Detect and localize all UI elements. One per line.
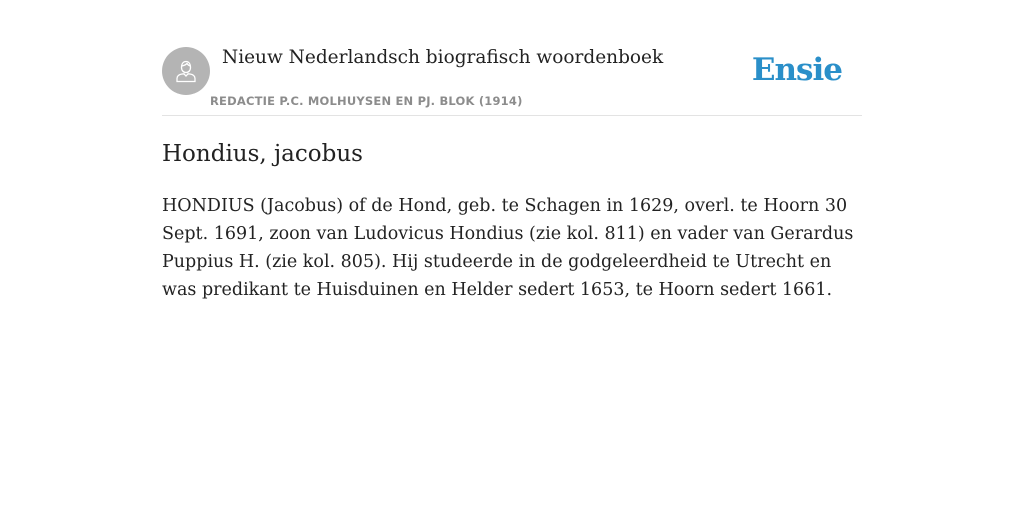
source-header xyxy=(162,47,862,116)
entry-title: Hondius, jacobus xyxy=(162,141,363,167)
user-silhouette-icon xyxy=(172,57,200,85)
source-title[interactable]: Nieuw Nederlandsch biografisch woordenboek xyxy=(222,47,664,68)
avatar[interactable] xyxy=(162,47,210,95)
entry-body: HONDIUS (Jacobus) of de Hond, geb. te Schagen in 1629, overl. te Hoorn 30 Sept. 1691, zoon van Ludovicus Hondius (zie kol. 811) en vader van Gerardus Puppius H. (zie kol. 805). Hij studeerde in de godgeleerdheid te Utrecht en was predikant te Huisduinen en Helder sedert 1653, te Hoorn sedert 1661. xyxy=(162,196,854,300)
ensie-logo[interactable]: Ensie xyxy=(751,52,842,88)
source-editors: REDACTIE P.C. MOLHUYSEN EN PJ. BLOK (1914) xyxy=(210,94,523,108)
